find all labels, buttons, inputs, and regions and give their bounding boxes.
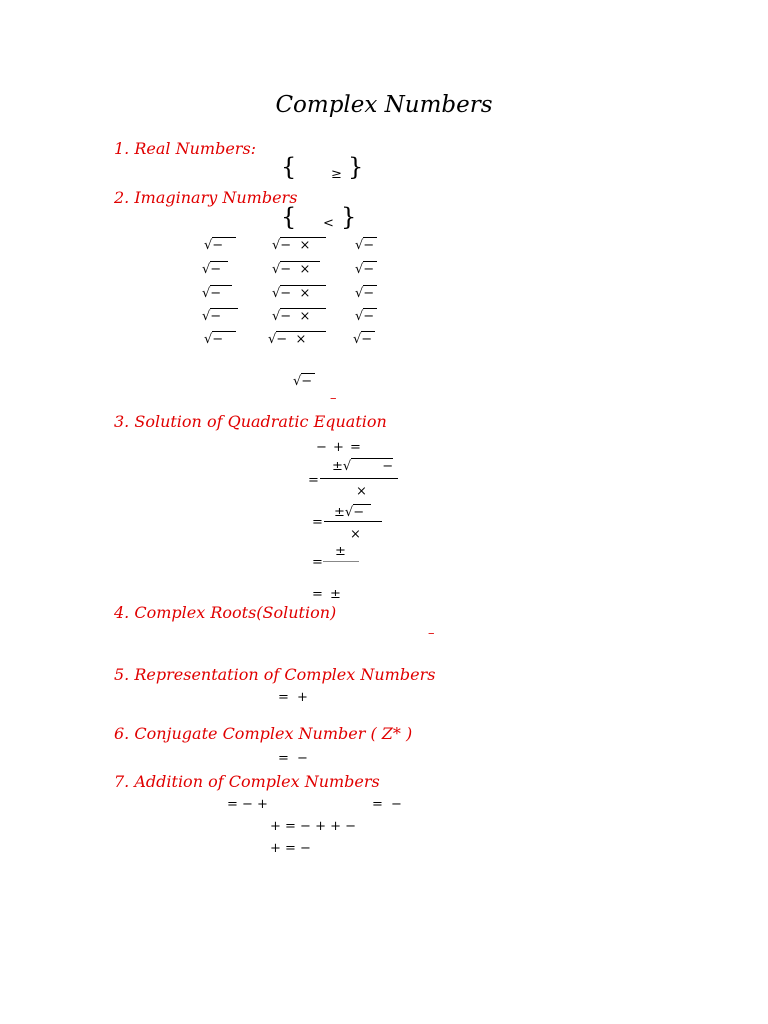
equals-pm: = ±: [312, 587, 341, 602]
quadratic-equation: − + =: [316, 440, 361, 455]
pm-sqrt-numerator: ±√−: [334, 504, 371, 519]
times-symbol: ×: [356, 484, 367, 499]
times-symbol: ×: [350, 527, 361, 542]
sqrt-expression: √−: [202, 285, 232, 300]
sqrt-product-expression: √− ×: [272, 308, 326, 323]
section-heading-representation: 5. Representation of Complex Numbers: [114, 665, 436, 684]
page-title: Complex Numbers: [275, 92, 493, 118]
equals-sign: =: [312, 515, 323, 530]
addition-sum-expanded: + = − + + −: [270, 819, 357, 834]
fraction-bar: [320, 478, 398, 479]
sqrt-expression: √−: [202, 308, 238, 323]
red-dash: –: [428, 626, 435, 641]
equals-sign: =: [308, 473, 319, 488]
sqrt-expression: √−: [204, 237, 236, 252]
representation-equation: = +: [278, 690, 308, 705]
sqrt-expression: √−: [355, 237, 377, 252]
sqrt-expression: √−: [293, 373, 315, 388]
right-brace: }: [348, 153, 364, 181]
left-brace: {: [281, 203, 297, 231]
conjugate-equation: = −: [278, 751, 308, 766]
sqrt-expression: √−: [202, 261, 228, 276]
addition-z1: = − +: [227, 797, 268, 812]
left-brace: {: [281, 153, 297, 181]
sqrt-product-expression: √− ×: [272, 285, 326, 300]
geq-symbol: ≥: [331, 167, 342, 182]
section-heading-real-numbers: 1. Real Numbers:: [114, 139, 257, 158]
sqrt-expression: √−: [353, 331, 375, 346]
pm-symbol: ±: [335, 544, 346, 559]
section-heading-addition: 7. Addition of Complex Numbers: [114, 772, 380, 791]
lt-symbol: <: [323, 216, 334, 231]
red-dash: –: [330, 391, 337, 406]
section-heading-imaginary-numbers: 2. Imaginary Numbers: [114, 188, 298, 207]
addition-sum-result: + = −: [270, 841, 311, 856]
sqrt-expression: √−: [355, 308, 377, 323]
sqrt-expression: √−: [355, 261, 377, 276]
fraction-bar: [324, 521, 382, 522]
section-heading-complex-roots: 4. Complex Roots(Solution): [114, 603, 337, 622]
equals-sign: =: [312, 555, 323, 570]
sqrt-product-expression: √− ×: [268, 331, 326, 346]
right-brace: }: [341, 203, 357, 231]
fraction-bar: [323, 561, 359, 562]
sqrt-expression: √−: [355, 285, 377, 300]
sqrt-product-expression: √− ×: [272, 237, 326, 252]
section-heading-quadratic: 3. Solution of Quadratic Equation: [114, 412, 387, 431]
section-heading-conjugate: 6. Conjugate Complex Number ( Z* ): [114, 724, 413, 743]
sqrt-product-expression: √− ×: [272, 261, 320, 276]
sqrt-expression: √−: [204, 331, 236, 346]
addition-z2: = −: [372, 797, 402, 812]
pm-sqrt-numerator: ±√ −: [332, 459, 394, 474]
